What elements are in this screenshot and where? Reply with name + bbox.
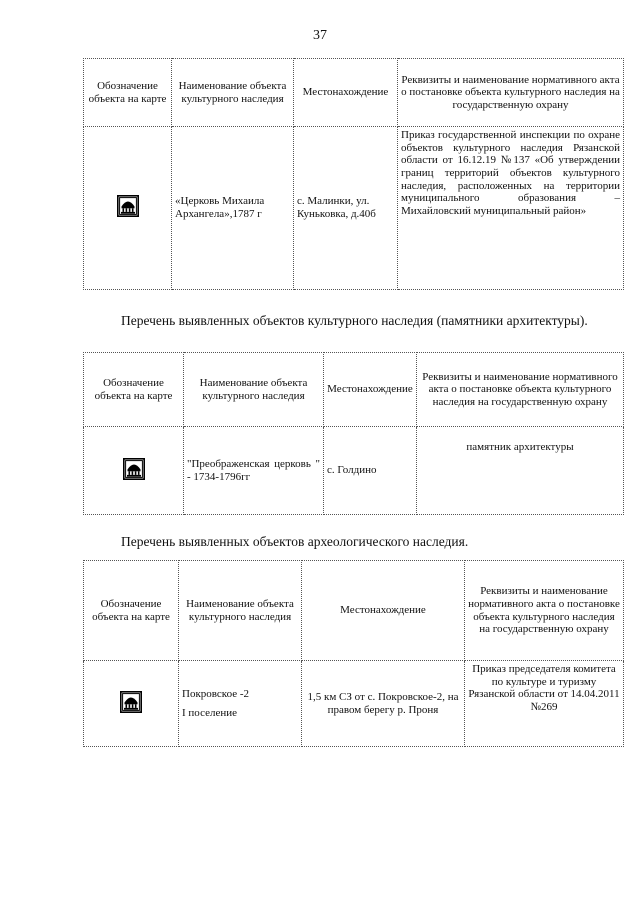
table-cultural-heritage [83,58,624,290]
cultural-heritage-monument-icon [120,691,142,713]
table-row [84,427,624,515]
object-name-cell: "Преображенская церковь " - 1734-1796гг [184,427,324,515]
table-header-row [84,561,624,661]
act-cell: памятник архитектуры [417,427,624,515]
header-location: Местонахождение [324,353,417,427]
act-cell: Приказ председателя комитета по культуре и туризму Рязанской области от 14.04.2011 №269 [465,661,624,747]
table-archaeological-heritage [83,560,624,747]
object-name-line2: I поселение [182,706,237,719]
header-act-details: Реквизиты и наименование нормативного акта о постановке объекта культурного наследия на государственную охрану [465,561,624,661]
object-name-cell: «Церковь Михаила Архангела»,1787 г [172,127,294,290]
designation-cell [84,427,184,515]
header-act-details: Реквизиты и наименование нормативного акта о постановке объекта культурного наследия на государственную охрану [398,59,624,127]
page-number: 37 [313,28,327,43]
header-location: Местонахождение [302,561,465,661]
cultural-heritage-monument-icon [123,458,145,480]
header-designation: Обозначение объекта на карте [84,353,184,427]
designation-cell [84,661,179,747]
section-title-architecture: Перечень выявленных объектов культурного наследия (памятники архитектуры). [121,313,588,328]
header-object-name: Наименование объекта культурного наследия [172,59,294,127]
object-name-cell [179,661,302,747]
header-object-name: Наименование объекта культурного наследия [184,353,324,427]
designation-cell [84,127,172,290]
section-title-archaeology: Перечень выявленных объектов археологического наследия. [121,534,469,549]
location-cell: с. Малинки, ул. Куньковка, д.40б [294,127,398,290]
header-designation: Обозначение объекта на карте [84,59,172,127]
table-architecture-monuments [83,352,624,515]
location-cell: 1,5 км СЗ от с. Покровское-2, на правом берегу р. Проня [302,661,465,747]
table-header-row [84,353,624,427]
header-act-details: Реквизиты и наименование нормативного акта о постановке объекта культурного наследия на государственную охрану [417,353,624,427]
cultural-heritage-monument-icon [117,195,139,217]
header-object-name: Наименование объекта культурного наследия [179,561,302,661]
table-header-row [84,59,624,127]
table-row [84,661,624,747]
object-name-line1: Покровское -2 [182,687,250,700]
location-cell: с. Голдино [324,427,417,515]
header-location: Местонахождение [294,59,398,127]
act-cell: Приказ государственной инспекции по охране объектов культурного наследия Рязанской области от 16.12.19 №137 «Об утверждении границ территорий объектов культурного наследия, расположенных на территории муниципального образования – Михайловский муниципальный район» [398,127,624,290]
table-row [84,127,624,290]
header-designation: Обозначение объекта на карте [84,561,179,661]
